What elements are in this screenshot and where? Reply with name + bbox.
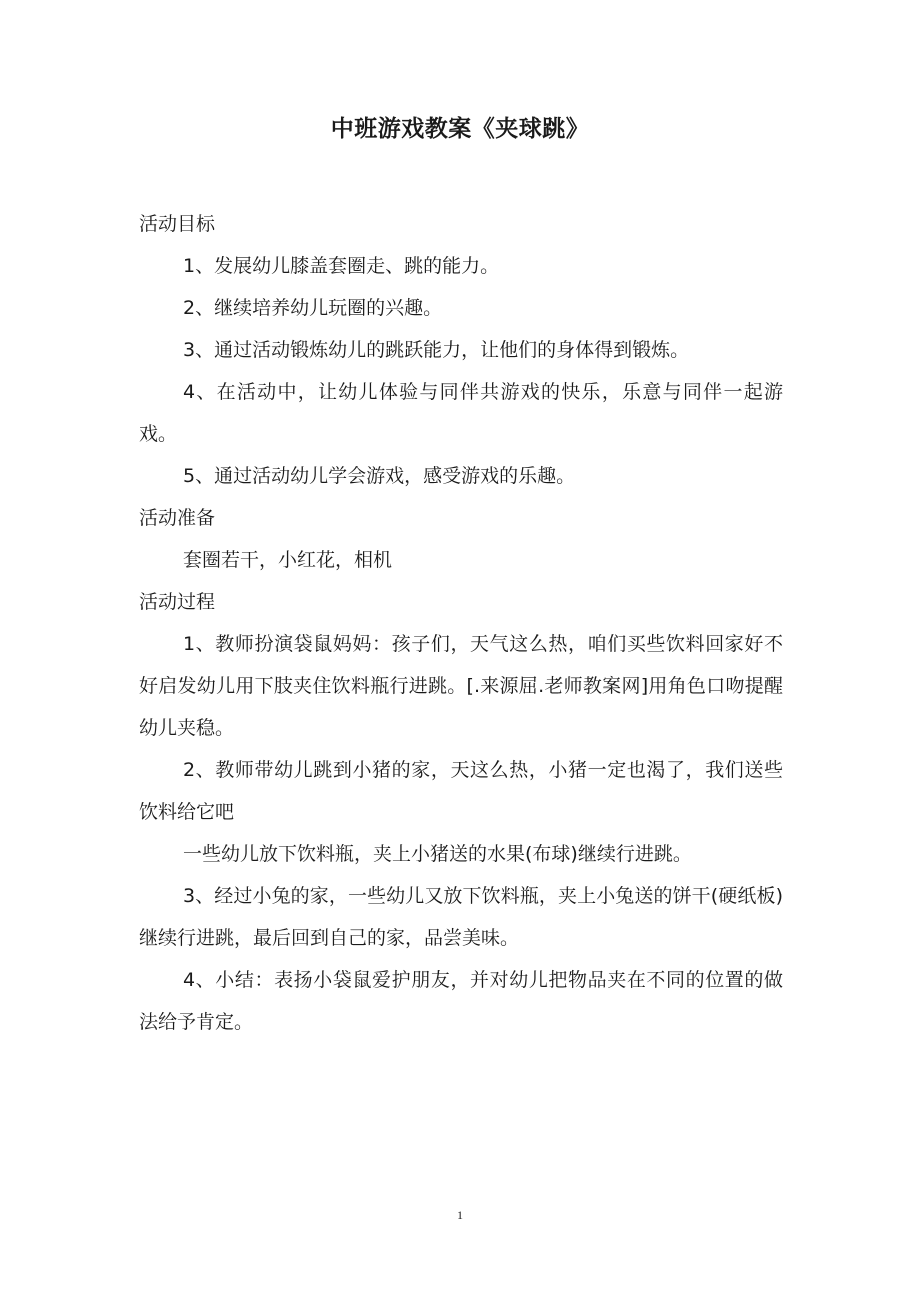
page-number: 1 [457,1208,463,1222]
document-title: 中班游戏教案《夹球跳》 [330,116,590,142]
preparation-item: 套圈若干，小红花，相机 [183,549,393,571]
goal-item: 3、通过活动锻炼幼儿的跳跃能力，让他们的身体得到锻炼。 [183,339,690,361]
goal-item: 4、在活动中，让幼儿体验与同伴共游戏的快乐，乐意与同伴一起游戏。 [139,381,783,445]
goal-item: 1、发展幼儿膝盖套圈走、跳的能力。 [183,255,500,277]
section-heading-preparation: 活动准备 [139,507,216,529]
section-heading-process: 活动过程 [139,591,216,613]
process-item: 3、经过小兔的家，一些幼儿又放下饮料瓶，夹上小兔送的饼干(硬纸板)继续行进跳，最后回到自己的家，品尝美味。 [139,885,783,949]
process-item: 2、教师带幼儿跳到小猪的家，天这么热，小猪一定也渴了，我们送些饮料给它吧 [139,759,783,823]
section-heading-goals: 活动目标 [139,213,216,235]
goal-item: 2、继续培养幼儿玩圈的兴趣。 [183,297,443,319]
process-item: 4、小结：表扬小袋鼠爱护朋友，并对幼儿把物品夹在不同的位置的做法给予肯定。 [139,969,783,1033]
process-item: 1、教师扮演袋鼠妈妈：孩子们，天气这么热，咱们买些饮料回家好不好启发幼儿用下肢夹住饮料瓶行进跳。[.来源屈.老师教案网]用角色口吻提醒幼儿夹稳。 [139,633,783,739]
goal-item: 5、通过活动幼儿学会游戏，感受游戏的乐趣。 [183,465,576,487]
document-body [139,203,783,1043]
process-item: 一些幼儿放下饮料瓶，夹上小猪送的水果(布球)继续行进跳。 [183,843,692,865]
